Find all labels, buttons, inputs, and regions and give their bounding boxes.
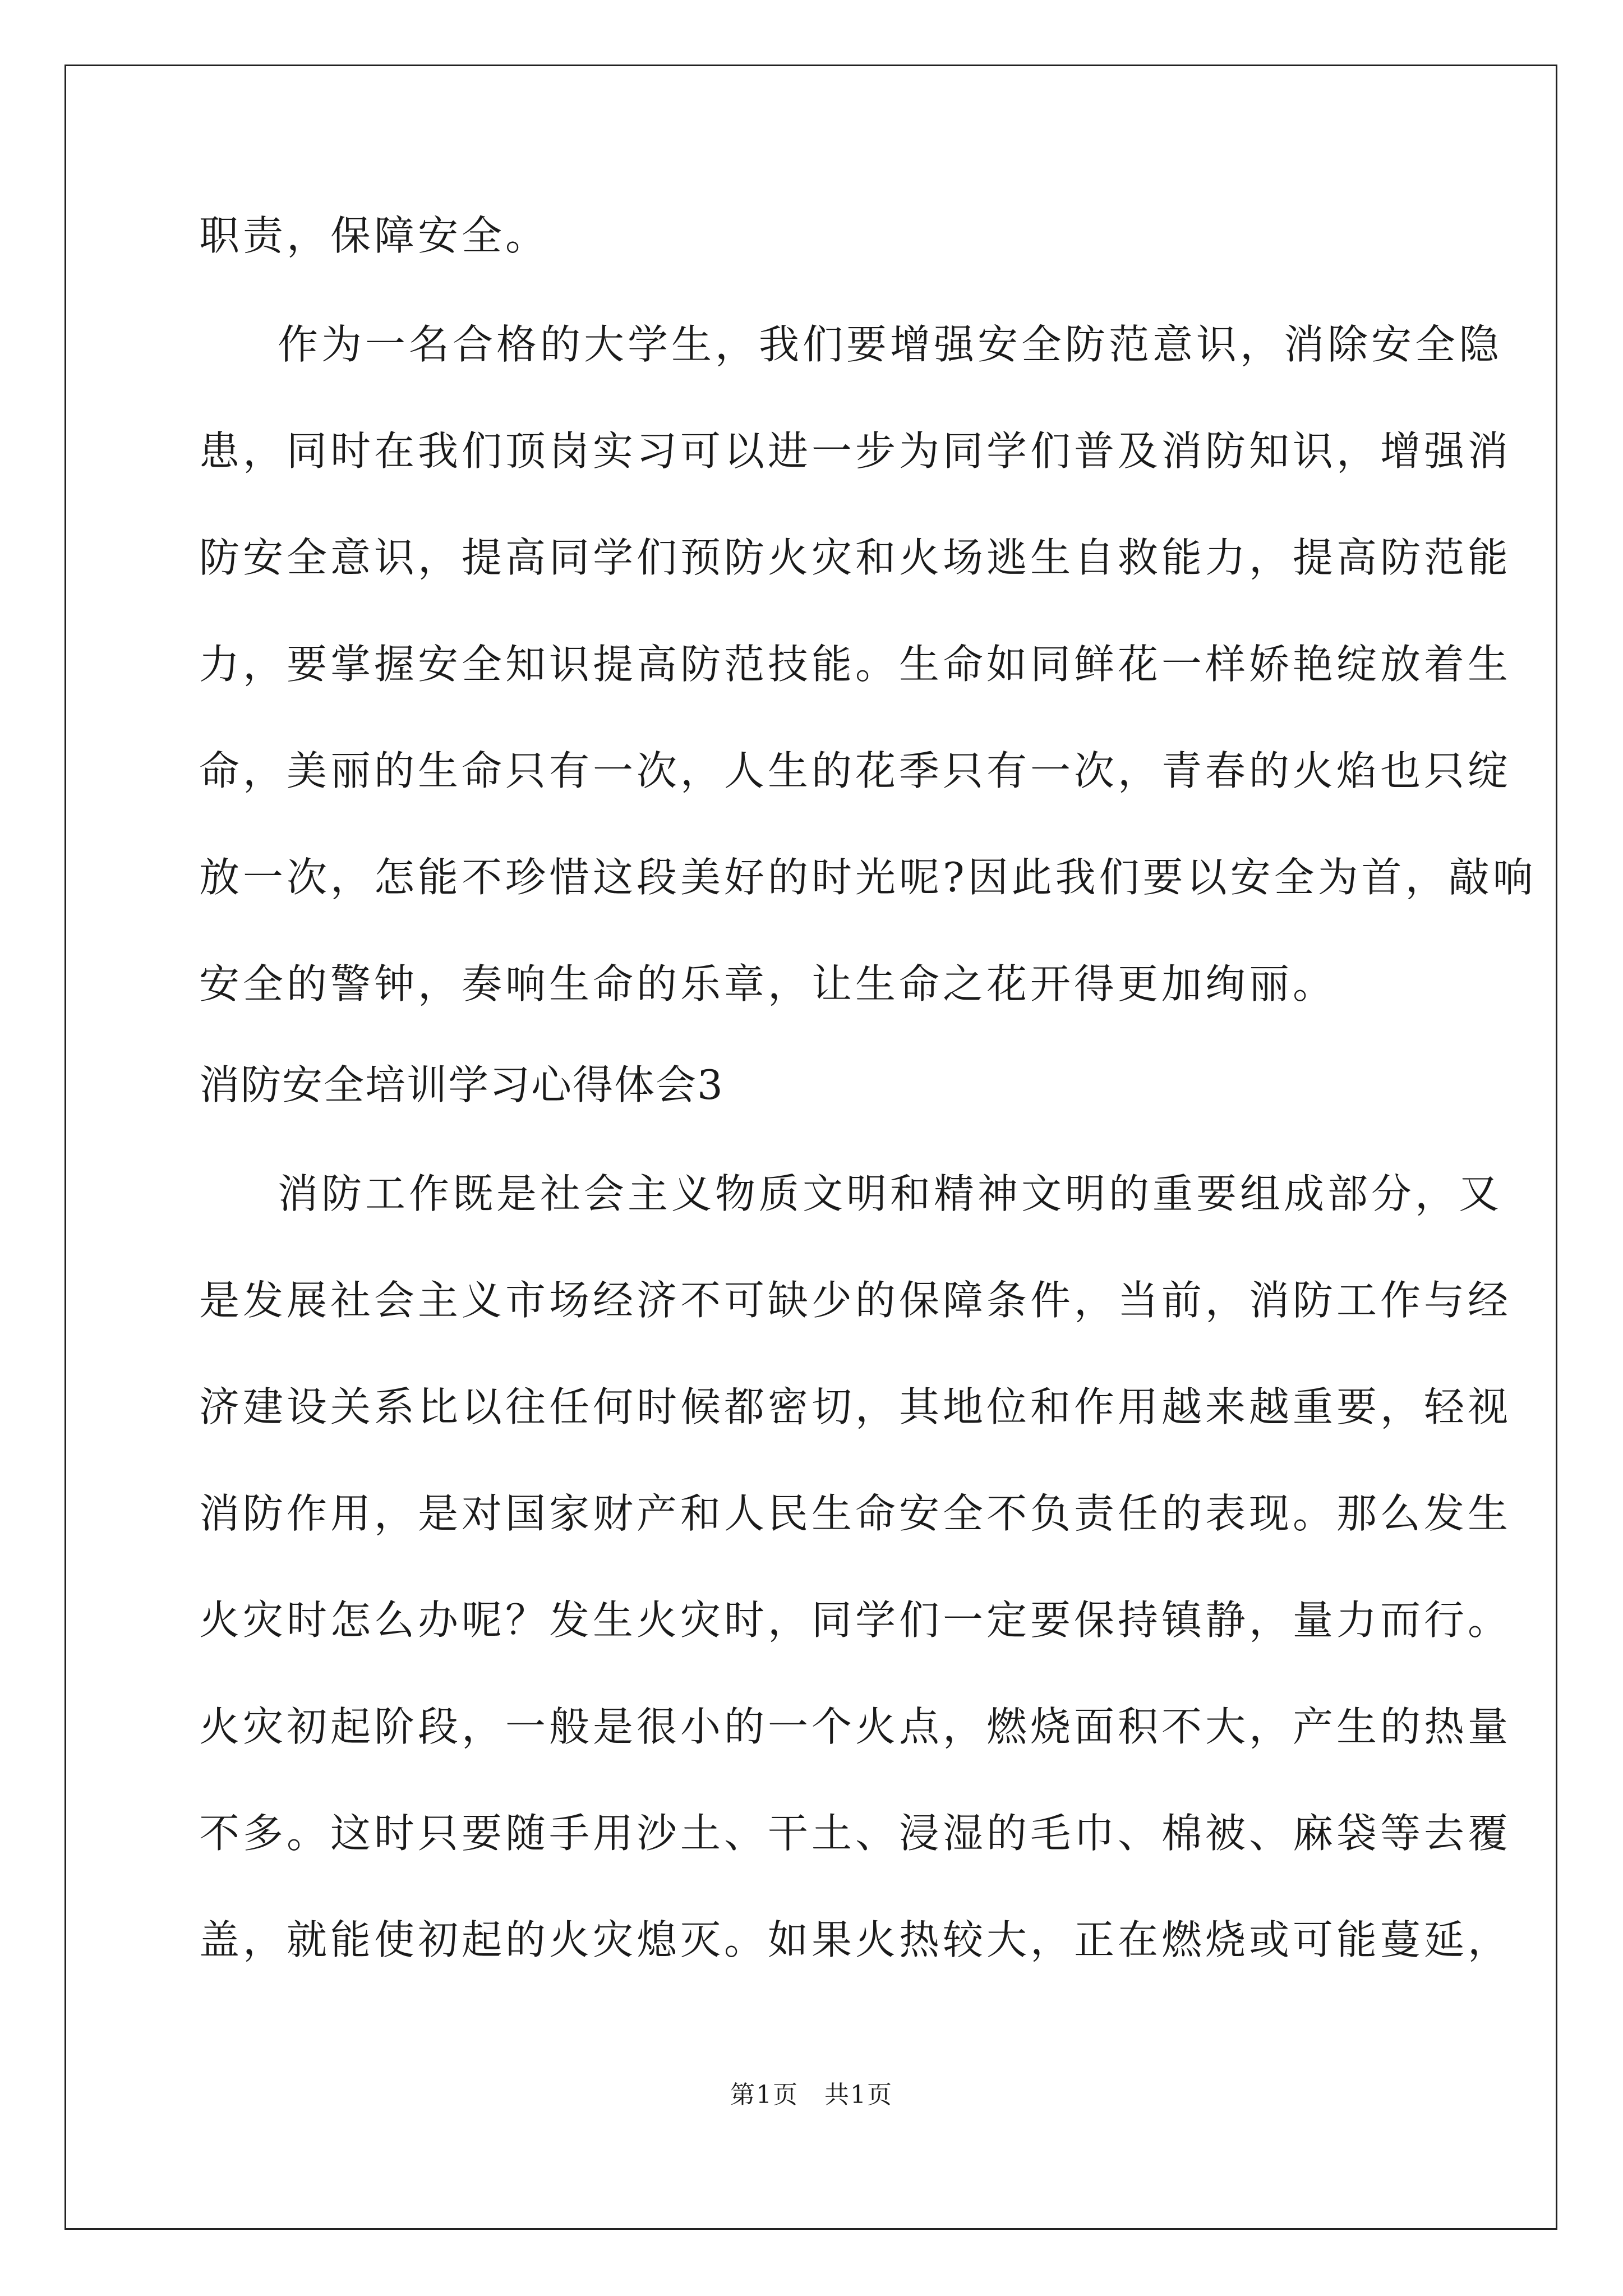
text-line-11: 是发展社会主义市场经济不可缺少的保障条件，当前，消防工作与经 xyxy=(199,1277,1512,1324)
text-line-1: 职责，保障安全。 xyxy=(199,212,550,259)
text-line-12: 济建设关系比以往任何时候都密切，其地位和作用越来越重要，轻视 xyxy=(199,1383,1512,1430)
text-line-13: 消防作用，是对国家财产和人民生命安全不负责任的表现。那么发生 xyxy=(199,1490,1512,1537)
page-border xyxy=(64,65,1557,2230)
text-line-3: 患，同时在我们顶岗实习可以进一步为同学们普及消防知识，增强消 xyxy=(199,427,1512,475)
paragraph-start-line: 消防工作既是社会主义物质文明和精神文明的重要组成部分，又 xyxy=(278,1170,1503,1217)
text-line-15: 火灾初起阶段，一般是很小的一个火点，燃烧面积不大，产生的热量 xyxy=(199,1703,1512,1750)
text-line-4: 防安全意识，提高同学们预防火灾和火场逃生自救能力，提高防范能 xyxy=(199,534,1512,581)
text-line-16: 不多。这时只要随手用沙土、干土、浸湿的毛巾、棉被、麻袋等去覆 xyxy=(199,1810,1512,1857)
text-line-8: 安全的警钟，奏响生命的乐章，让生命之花开得更加绚丽。 xyxy=(199,960,1337,1007)
text-line-6: 命，美丽的生命只有一次，人生的花季只有一次，青春的火焰也只绽 xyxy=(199,747,1512,794)
text-line-14: 火灾时怎么办呢？发生火灾时，同学们一定要保持镇静，量力而行。 xyxy=(199,1596,1512,1644)
text-line-17: 盖，就能使初起的火灾熄灭。如果火热较大，正在燃烧或可能蔓延， xyxy=(199,1916,1512,1963)
section-heading: 消防安全培训学习心得体会3 xyxy=(199,1061,724,1108)
text-line-7: 放一次，怎能不珍惜这段美好的时光呢?因此我们要以安全为首，敲响 xyxy=(199,854,1537,901)
page-number-footer: 第1页 共1页 xyxy=(730,2081,893,2109)
paragraph-start-line: 作为一名合格的大学生，我们要增强安全防范意识，消除安全隐 xyxy=(278,321,1503,368)
text-line-5: 力，要掌握安全知识提高防范技能。生命如同鲜花一样娇艳绽放着生 xyxy=(199,641,1512,688)
